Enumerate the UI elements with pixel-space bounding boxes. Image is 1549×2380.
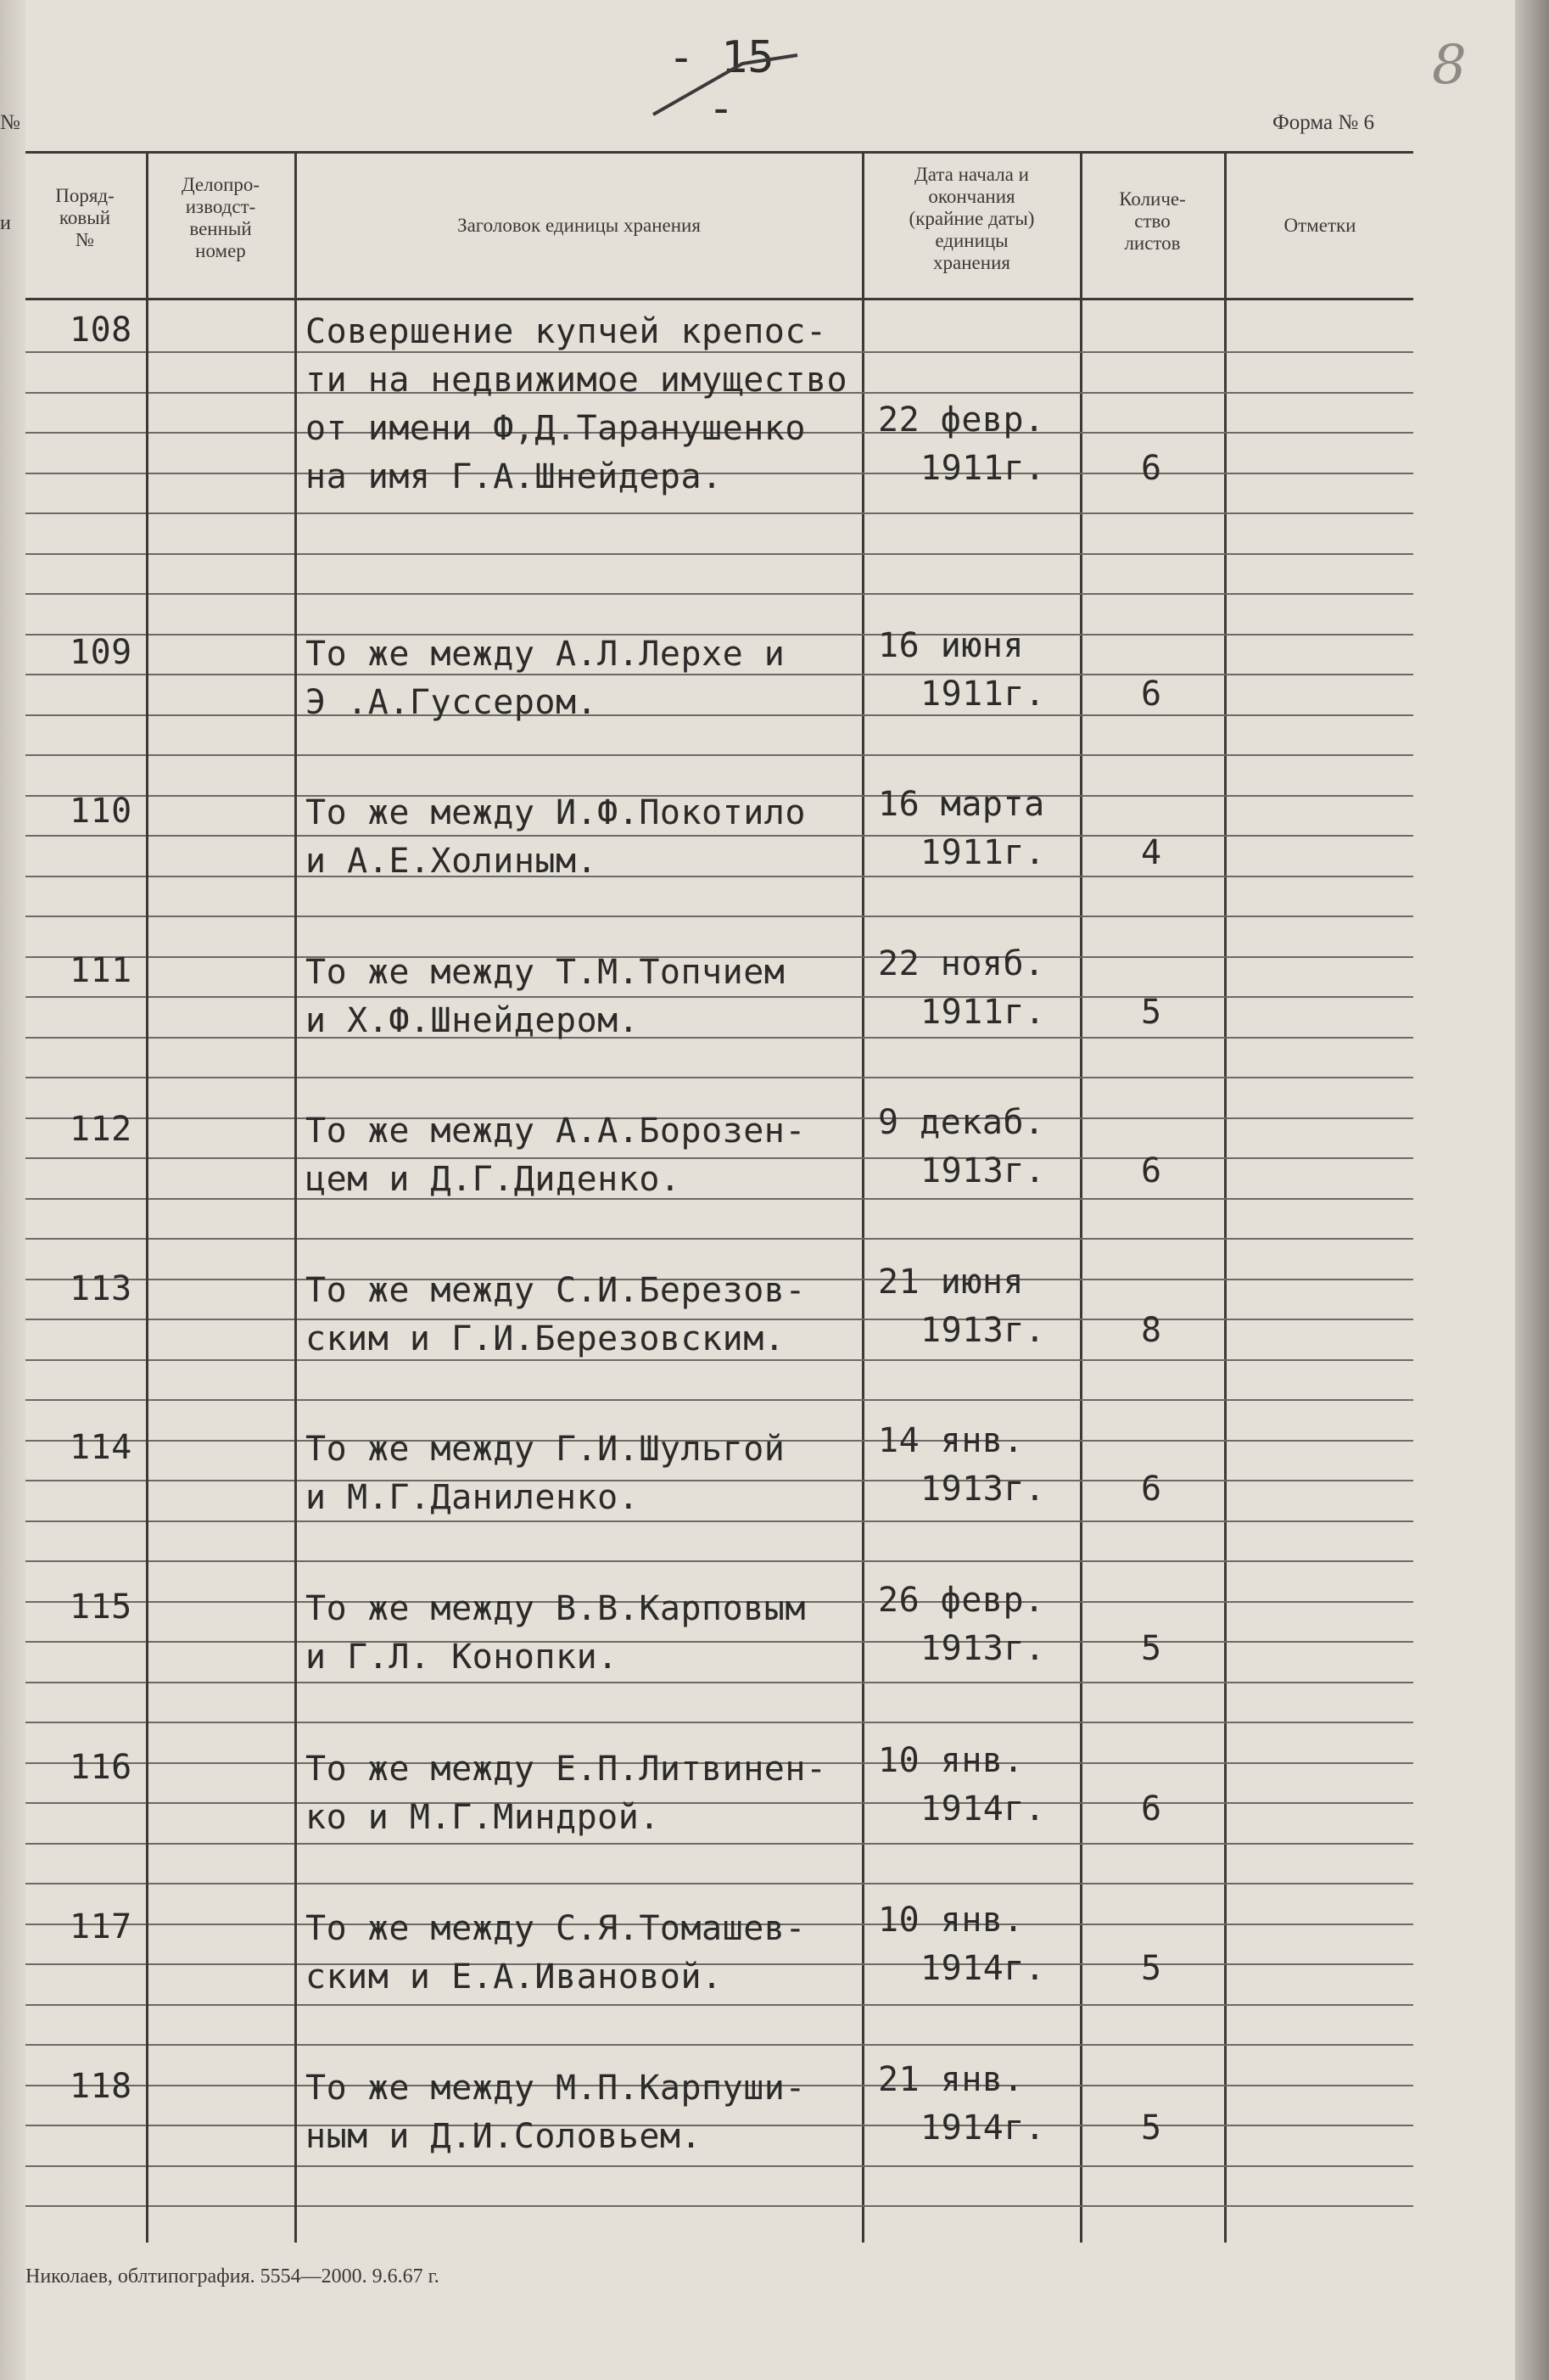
ruled-line bbox=[148, 2004, 294, 2006]
record-sheet-count: 6 bbox=[1141, 1789, 1162, 1828]
ruled-line bbox=[25, 1560, 146, 1562]
record-number: 111 bbox=[70, 951, 132, 990]
ruled-line bbox=[148, 795, 294, 797]
record-title-line: То же между В.В.Карповым bbox=[305, 1589, 806, 1628]
record-number: 114 bbox=[70, 1428, 132, 1467]
record-title-line: и М.Г.Даниленко. bbox=[305, 1478, 640, 1517]
ruled-line bbox=[148, 2165, 294, 2167]
ruled-line bbox=[297, 2165, 1413, 2167]
record-number: 118 bbox=[70, 2067, 132, 2106]
ruled-line bbox=[297, 1520, 1413, 1522]
ruled-line bbox=[148, 1722, 294, 1723]
ruled-line bbox=[25, 1722, 146, 1723]
ruled-line bbox=[148, 956, 294, 958]
ruled-line bbox=[297, 2004, 1413, 2006]
record-title-line: Э .А.Гуссером. bbox=[305, 683, 598, 722]
ruled-line bbox=[25, 1520, 146, 1522]
record-date-year: 1913г. bbox=[920, 1470, 1046, 1509]
header-bottom-rule bbox=[25, 298, 1413, 300]
record-title-line: ным и Д.И.Соловьем. bbox=[305, 2117, 702, 2156]
ruled-line bbox=[25, 876, 146, 877]
ruled-line bbox=[148, 1440, 294, 1442]
ruled-line bbox=[148, 2205, 294, 2207]
record-title-line: То же между А.Л.Лерхе и bbox=[305, 635, 786, 674]
column-header-notes: Отметки bbox=[1283, 215, 1356, 236]
ruled-line bbox=[297, 2044, 1413, 2046]
ruled-line bbox=[297, 512, 1413, 514]
ruled-line bbox=[148, 432, 294, 434]
ruled-line bbox=[148, 1963, 294, 1965]
record-date-day: 22 февр. bbox=[878, 400, 1045, 440]
ruled-line bbox=[25, 714, 146, 716]
ruled-line bbox=[25, 1037, 146, 1039]
ruled-line bbox=[148, 1843, 294, 1845]
ruled-line bbox=[297, 1077, 1413, 1078]
ruled-line bbox=[148, 1077, 294, 1078]
ruled-line bbox=[25, 2165, 146, 2167]
ruled-line bbox=[25, 996, 146, 998]
record-title-line: и Г.Л. Конопки. bbox=[305, 1638, 618, 1677]
ruled-line bbox=[25, 1682, 146, 1683]
record-title-line: То же между Т.М.Топчием bbox=[305, 953, 786, 992]
record-date-year: 1914г. bbox=[920, 1789, 1046, 1828]
record-title-line: цем и Д.Г.Диденко. bbox=[305, 1160, 681, 1199]
ruled-line bbox=[148, 1238, 294, 1240]
ruled-line bbox=[148, 1037, 294, 1039]
column-divider bbox=[1080, 151, 1082, 2243]
ruled-line bbox=[148, 1682, 294, 1683]
ruled-line bbox=[25, 1963, 146, 1965]
record-title-line: То же между Г.И.Шульгой bbox=[305, 1430, 786, 1469]
ruled-line bbox=[148, 1117, 294, 1119]
ruled-line bbox=[148, 1198, 294, 1200]
ruled-line bbox=[25, 1843, 146, 1845]
record-title-line: и Х.Ф.Шнейдером. bbox=[305, 1001, 640, 1040]
ruled-line bbox=[148, 1641, 294, 1643]
ruled-line bbox=[25, 1480, 146, 1481]
ruled-line bbox=[25, 2044, 146, 2046]
record-number: 108 bbox=[70, 311, 132, 350]
record-date-day: 16 марта bbox=[878, 785, 1045, 824]
ruled-line bbox=[148, 512, 294, 514]
column-header-dates: Дата начала и окончания (крайние даты) единицы хранения bbox=[909, 164, 1035, 273]
ruled-line bbox=[148, 2085, 294, 2086]
column-header-office-number: Делопро- изводст- венный номер bbox=[181, 174, 260, 261]
column-divider bbox=[862, 151, 864, 2243]
record-sheet-count: 5 bbox=[1141, 2108, 1162, 2148]
ruled-line bbox=[148, 634, 294, 636]
column-divider bbox=[294, 151, 297, 2243]
left-margin-mark: и bbox=[0, 212, 11, 234]
record-sheet-count: 5 bbox=[1141, 993, 1162, 1032]
ruled-line bbox=[297, 351, 1413, 353]
ruled-line bbox=[148, 351, 294, 353]
pencil-strike-mark bbox=[649, 51, 810, 119]
column-header-title: Заголовок единицы хранения bbox=[457, 215, 701, 236]
record-date-year: 1914г. bbox=[920, 2108, 1046, 2148]
column-divider bbox=[146, 151, 148, 2243]
record-date-day: 10 янв. bbox=[878, 1901, 1025, 1940]
ruled-line bbox=[25, 674, 146, 675]
record-sheet-count: 6 bbox=[1141, 1151, 1162, 1190]
ruled-line bbox=[148, 1520, 294, 1522]
record-title-line: То же между С.И.Березов- bbox=[305, 1271, 806, 1310]
form-label: Форма № 6 bbox=[1272, 111, 1374, 134]
ruled-line bbox=[148, 714, 294, 716]
record-date-day: 14 янв. bbox=[878, 1421, 1025, 1460]
record-title-line: ским и Е.А.Ивановой. bbox=[305, 1957, 723, 1996]
record-number: 112 bbox=[70, 1110, 132, 1149]
record-date-year: 1913г. bbox=[920, 1151, 1046, 1190]
ruled-line bbox=[25, 835, 146, 837]
ruled-line bbox=[25, 593, 146, 595]
ruled-line bbox=[148, 593, 294, 595]
ruled-line bbox=[25, 2125, 146, 2126]
record-number: 110 bbox=[70, 792, 132, 831]
ruled-line bbox=[297, 553, 1413, 555]
ruled-line bbox=[25, 512, 146, 514]
ruled-line bbox=[297, 1843, 1413, 1845]
ruled-line bbox=[297, 916, 1413, 917]
ruled-line bbox=[297, 1722, 1413, 1723]
ruled-line bbox=[297, 754, 1413, 756]
page-edge-left bbox=[0, 0, 25, 2380]
ruled-line bbox=[148, 1560, 294, 1562]
ruled-line bbox=[25, 1319, 146, 1320]
record-date-day: 10 янв. bbox=[878, 1741, 1025, 1780]
record-date-day: 16 июня bbox=[878, 626, 1025, 665]
record-date-day: 22 нояб. bbox=[878, 944, 1045, 983]
ruled-line bbox=[25, 754, 146, 756]
ruled-line bbox=[148, 553, 294, 555]
ruled-line bbox=[148, 2125, 294, 2126]
ruled-line bbox=[25, 351, 146, 353]
record-number: 115 bbox=[70, 1588, 132, 1627]
ruled-line bbox=[148, 1883, 294, 1884]
ruled-line bbox=[25, 1641, 146, 1643]
record-sheet-count: 8 bbox=[1141, 1311, 1162, 1350]
ruled-line bbox=[148, 1601, 294, 1603]
ruled-line bbox=[148, 1279, 294, 1280]
ruled-line bbox=[297, 835, 1413, 837]
sheet-number: 8 bbox=[1432, 34, 1467, 97]
record-sheet-count: 5 bbox=[1141, 1949, 1162, 1988]
ruled-line bbox=[25, 1359, 146, 1361]
record-title-line: и А.Е.Холиным. bbox=[305, 842, 598, 881]
ruled-line bbox=[25, 1157, 146, 1159]
record-date-year: 1911г. bbox=[920, 993, 1046, 1032]
record-title-line: ским и Г.И.Березовским. bbox=[305, 1319, 786, 1358]
ruled-line bbox=[297, 1682, 1413, 1683]
ruled-line bbox=[148, 876, 294, 877]
record-sheet-count: 6 bbox=[1141, 449, 1162, 488]
ruled-line bbox=[148, 916, 294, 917]
ruled-line bbox=[25, 473, 146, 474]
ruled-line bbox=[25, 432, 146, 434]
record-title-line: ти на недвижимое имущество bbox=[305, 361, 848, 400]
record-date-day: 21 июня bbox=[878, 1263, 1025, 1302]
record-title-line: То же между А.А.Борозен- bbox=[305, 1112, 806, 1151]
ruled-line bbox=[25, 2004, 146, 2006]
record-date-day: 26 февр. bbox=[878, 1581, 1045, 1620]
ruled-line bbox=[297, 996, 1413, 998]
ruled-line bbox=[148, 2044, 294, 2046]
record-date-year: 1914г. bbox=[920, 1949, 1046, 1988]
ruled-line bbox=[25, 553, 146, 555]
record-number: 113 bbox=[70, 1269, 132, 1308]
ruled-line bbox=[25, 2205, 146, 2207]
record-title-line: на имя Г.А.Шнейдера. bbox=[305, 457, 723, 496]
record-title-line: То же между С.Я.Томашев- bbox=[305, 1909, 806, 1948]
column-divider bbox=[1224, 151, 1227, 2243]
record-title-line: То же между И.Ф.Покотило bbox=[305, 793, 806, 832]
ruled-line bbox=[297, 1359, 1413, 1361]
ruled-line bbox=[25, 1238, 146, 1240]
record-title-line: То же между М.П.Карпуши- bbox=[305, 2069, 806, 2108]
ruled-line bbox=[148, 1359, 294, 1361]
record-sheet-count: 5 bbox=[1141, 1629, 1162, 1668]
record-title-line: Совершение купчей крепос- bbox=[305, 312, 827, 351]
ruled-line bbox=[25, 916, 146, 917]
ruled-line bbox=[148, 996, 294, 998]
ruled-line bbox=[148, 674, 294, 675]
ruled-line bbox=[25, 1198, 146, 1200]
ruled-line bbox=[148, 1157, 294, 1159]
ruled-line bbox=[148, 1399, 294, 1401]
page-number: - 15 - bbox=[668, 32, 774, 134]
ruled-line bbox=[297, 674, 1413, 675]
ruled-line bbox=[297, 1883, 1413, 1884]
header-top-rule bbox=[25, 151, 1413, 154]
column-header-sheets: Количе- ство листов bbox=[1119, 188, 1186, 254]
record-sheet-count: 6 bbox=[1141, 1470, 1162, 1509]
record-date-year: 1911г. bbox=[920, 833, 1046, 872]
ruled-line bbox=[25, 1399, 146, 1401]
ruled-line bbox=[297, 2205, 1413, 2207]
ruled-line bbox=[148, 1802, 294, 1804]
ruled-line bbox=[297, 593, 1413, 595]
ruled-line bbox=[148, 754, 294, 756]
record-date-year: 1911г. bbox=[920, 449, 1046, 488]
ruled-line bbox=[148, 835, 294, 837]
ruled-line bbox=[25, 1802, 146, 1804]
record-date-day: 21 янв. bbox=[878, 2060, 1025, 2099]
column-header-order: Поряд- ковый № bbox=[55, 185, 115, 250]
ruled-line bbox=[148, 392, 294, 394]
ruled-line bbox=[297, 1399, 1413, 1401]
ruled-line bbox=[297, 1238, 1413, 1240]
ruled-line bbox=[148, 1762, 294, 1764]
ruled-line bbox=[148, 1480, 294, 1481]
record-sheet-count: 4 bbox=[1141, 833, 1162, 872]
ruled-line bbox=[297, 1157, 1413, 1159]
ruled-line bbox=[25, 392, 146, 394]
ruled-line bbox=[297, 1560, 1413, 1562]
record-title-line: ко и М.Г.Миндрой. bbox=[305, 1798, 660, 1837]
record-number: 116 bbox=[70, 1748, 132, 1787]
record-date-year: 1913г. bbox=[920, 1629, 1046, 1668]
left-margin-mark: № bbox=[0, 111, 20, 134]
ruled-line bbox=[25, 1883, 146, 1884]
record-date-day: 9 декаб. bbox=[878, 1103, 1045, 1142]
record-sheet-count: 6 bbox=[1141, 675, 1162, 714]
ruled-line bbox=[25, 1077, 146, 1078]
record-number: 117 bbox=[70, 1907, 132, 1946]
record-date-year: 1911г. bbox=[920, 675, 1046, 714]
ruled-line bbox=[148, 1924, 294, 1925]
record-title-line: от имени Ф,Д.Таранушенко bbox=[305, 409, 806, 448]
record-number: 109 bbox=[70, 633, 132, 672]
page-edge-right bbox=[1515, 0, 1549, 2380]
record-title-line: То же между Е.П.Литвинен- bbox=[305, 1750, 827, 1789]
record-date-year: 1913г. bbox=[920, 1311, 1046, 1350]
ruled-line bbox=[148, 473, 294, 474]
ruled-line bbox=[148, 1319, 294, 1320]
printer-footer: Николаев, облтипография. 5554—2000. 9.6.67 г. bbox=[25, 2265, 439, 2288]
